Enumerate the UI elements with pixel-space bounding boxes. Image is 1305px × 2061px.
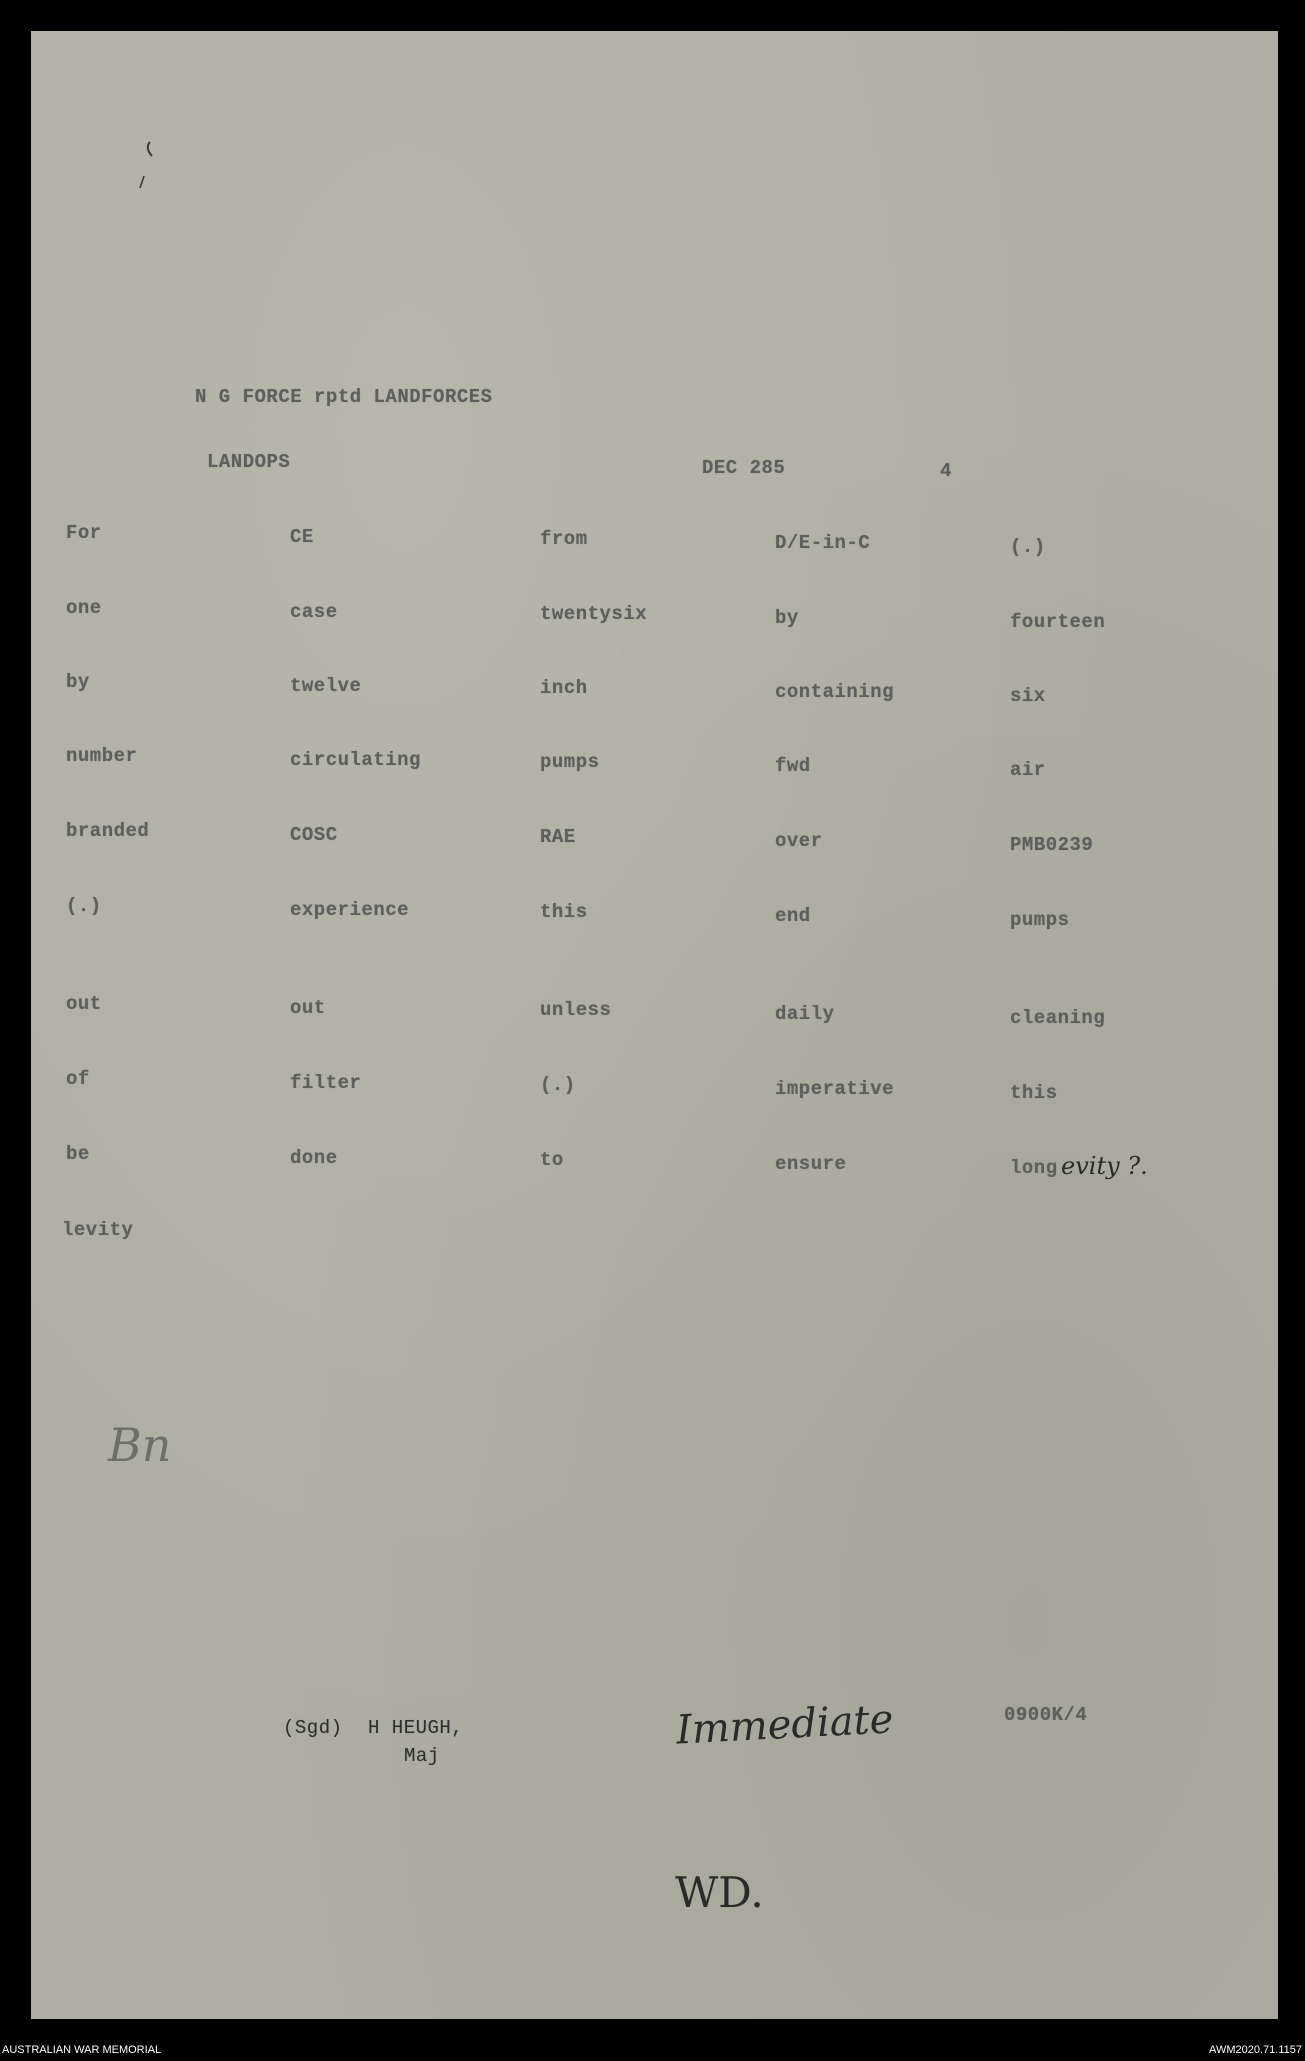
grid-word-r9-c5: long bbox=[1010, 1157, 1058, 1179]
grid-word-r2-c2: case bbox=[290, 601, 338, 623]
grid-word-r3-c3: inch bbox=[540, 677, 588, 699]
grid-word-r4-c4: fwd bbox=[775, 755, 811, 777]
grid-word-r2-c5: fourteen bbox=[1010, 611, 1106, 633]
grid-word-r6-c2: experience bbox=[290, 899, 410, 921]
grid-word-r7-c2: out bbox=[290, 997, 326, 1019]
message-reference: DEC 285 bbox=[702, 457, 786, 479]
grid-word-r3-c5: six bbox=[1010, 685, 1046, 707]
grid-word-r9-c2: done bbox=[290, 1147, 338, 1169]
grid-word-r4-c5: air bbox=[1010, 759, 1046, 781]
footer-accession-number: AWM2020.71.1157 bbox=[1209, 2044, 1302, 2056]
grid-word-r5-c3: RAE bbox=[540, 826, 576, 848]
grid-word-r6-c5: pumps bbox=[1010, 909, 1070, 931]
handwritten-wd: WD. bbox=[675, 1868, 764, 1917]
grid-word-r9-c4: ensure bbox=[775, 1153, 847, 1175]
grid-word-r7-c4: daily bbox=[775, 1003, 835, 1025]
originator-landops: LANDOPS bbox=[207, 451, 291, 473]
grid-word-r8-c3: (.) bbox=[540, 1074, 576, 1096]
grid-word-r8-c1: of bbox=[66, 1068, 90, 1090]
grid-word-r9-c1: be bbox=[66, 1143, 90, 1165]
pencil-initials: Bn bbox=[108, 1418, 172, 1472]
grid-word-r1-c5: (.) bbox=[1010, 536, 1046, 558]
grid-word-r1-c2: CE bbox=[290, 526, 314, 548]
grid-word-r7-c3: unless bbox=[540, 999, 612, 1021]
time-reference: 0900K/4 bbox=[1004, 1704, 1088, 1726]
grid-word-r4-c1: number bbox=[66, 745, 138, 767]
grid-word-r2-c3: twentysix bbox=[540, 603, 648, 625]
page-number: 4 bbox=[940, 460, 952, 482]
grid-word-r5-c2: COSC bbox=[290, 824, 338, 846]
addressee-line: N G FORCE rptd LANDFORCES bbox=[195, 386, 493, 408]
grid-word-r5-c4: over bbox=[775, 830, 823, 852]
grid-word-r8-c5: this bbox=[1010, 1082, 1058, 1104]
grid-word-r3-c2: twelve bbox=[290, 675, 362, 697]
pencil-tick-mark bbox=[128, 136, 168, 206]
signatory-rank: Maj bbox=[404, 1745, 440, 1767]
grid-word-r6-c3: this bbox=[540, 901, 588, 923]
grid-word-r1-c3: from bbox=[540, 528, 588, 550]
grid-word-r4-c2: circulating bbox=[290, 749, 421, 771]
grid-word-r7-c1: out bbox=[66, 993, 102, 1015]
grid-word-r6-c4: end bbox=[775, 905, 811, 927]
handwritten-immediate: Immediate bbox=[674, 1696, 895, 1754]
grid-word-r8-c4: imperative bbox=[775, 1078, 895, 1100]
signatory-name: H HEUGH, bbox=[368, 1717, 464, 1739]
grid-word-r5-c5: PMB0239 bbox=[1010, 834, 1094, 856]
last-word-levity: levity bbox=[62, 1219, 134, 1241]
grid-word-r2-c1: one bbox=[66, 597, 102, 619]
grid-word-r3-c4: containing bbox=[775, 681, 895, 703]
grid-word-r5-c1: branded bbox=[66, 820, 150, 842]
grid-word-r8-c2: filter bbox=[290, 1072, 362, 1094]
signed-marker: (Sgd) bbox=[283, 1717, 343, 1739]
handwritten-longevity-suffix: evity ?. bbox=[1061, 1152, 1148, 1180]
footer-institution: AUSTRALIAN WAR MEMORIAL bbox=[2, 2044, 162, 2056]
grid-word-r1-c1: For bbox=[66, 522, 102, 544]
grid-word-r3-c1: by bbox=[66, 671, 90, 693]
grid-word-r4-c3: pumps bbox=[540, 751, 600, 773]
grid-word-r6-c1: (.) bbox=[66, 895, 102, 917]
grid-word-r1-c4: D/E-in-C bbox=[775, 532, 871, 554]
grid-word-r2-c4: by bbox=[775, 607, 799, 629]
grid-word-r9-c3: to bbox=[540, 1149, 564, 1171]
grid-word-r7-c5: cleaning bbox=[1010, 1007, 1106, 1029]
